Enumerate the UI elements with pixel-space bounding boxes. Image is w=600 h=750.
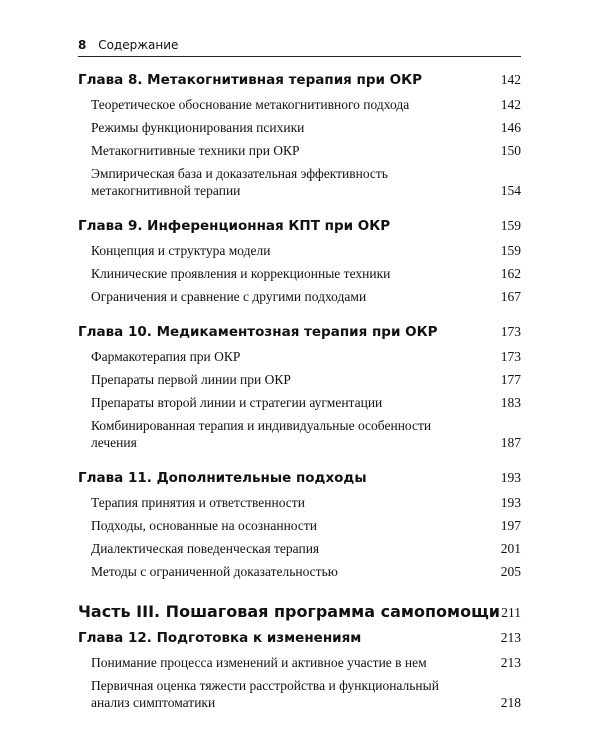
toc-section: [78, 654, 521, 671]
toc-chapter-title: Глава 9. Инференционная КПТ при ОКР: [78, 218, 391, 234]
toc-page-number: 205: [500, 564, 521, 579]
toc-section-title: Понимание процесса изменений и активное участие в нем: [91, 655, 427, 670]
toc-section: [78, 348, 521, 365]
toc-chapter-title: Глава 8. Метакогнитивная терапия при ОКР: [78, 72, 423, 88]
toc-chapter-title: Глава 11. Дополнительные подходы: [78, 470, 367, 486]
toc-section-title: Диалектическая поведенческая терапия: [91, 541, 320, 556]
toc-section: [78, 677, 521, 711]
running-title: Содержание: [98, 38, 179, 52]
toc-page-number: 193: [500, 495, 521, 510]
toc-part-title: Часть III. Пошаговая программа самопомощи: [78, 602, 500, 621]
toc-section-title: Препараты первой линии при ОКР: [91, 372, 291, 387]
toc-page-number: 211: [501, 605, 521, 620]
toc-section: [78, 165, 521, 199]
toc-page-number: 154: [500, 183, 521, 198]
toc-section-title: Подходы, основанные на осознанности: [91, 518, 318, 533]
toc-page-number: 142: [500, 97, 521, 112]
toc-chapter: [78, 630, 521, 646]
toc-section: [78, 119, 521, 136]
toc-section-title: Методы с ограниченной доказательностью: [91, 564, 338, 579]
toc-page-number: 146: [500, 120, 521, 135]
toc-page-number: 159: [500, 243, 521, 258]
toc-section-title: Комбинированная терапия и индивидуальные особенности лечения: [91, 418, 432, 450]
toc-section: [78, 494, 521, 511]
toc-section: [78, 563, 521, 580]
toc-chapter: [78, 72, 521, 88]
toc-section-title: Фармакотерапия при ОКР: [91, 349, 241, 364]
toc-section-title: Метакогнитивные техники при ОКР: [91, 143, 300, 158]
toc-section-title: Эмпирическая база и доказательная эффективность метакогнитивной терапии: [91, 166, 388, 198]
toc-page-number: 150: [500, 143, 521, 158]
toc-page-number: 162: [500, 266, 521, 281]
toc-section-title: Терапия принятия и ответственности: [91, 495, 305, 510]
toc-part: [78, 602, 521, 621]
toc-section-title: Ограничения и сравнение с другими подходами: [91, 289, 367, 304]
toc-section: [78, 96, 521, 113]
toc-page-number: 183: [500, 395, 521, 410]
page-number: 8: [78, 38, 87, 52]
toc-section-title: Препараты второй линии и стратегии аугментации: [91, 395, 383, 410]
toc-chapter: [78, 218, 521, 234]
toc-chapter: [78, 324, 521, 340]
toc-section: [78, 394, 521, 411]
toc-page-number: 167: [500, 289, 521, 304]
toc-section-title: Клинические проявления и коррекционные техники: [91, 266, 391, 281]
toc-page-number: 193: [500, 470, 521, 485]
toc-section: [78, 288, 521, 305]
toc-page-number: 197: [500, 518, 521, 533]
toc-section-title: Теоретическое обоснование метакогнитивного подхода: [91, 97, 410, 112]
toc-section-title: Первичная оценка тяжести расстройства и функциональный анализ симптоматики: [91, 678, 439, 710]
header-rule: [78, 56, 521, 57]
toc-section: [78, 517, 521, 534]
toc-page-number: 142: [500, 72, 521, 87]
toc-section: [78, 540, 521, 557]
toc-page-number: 187: [500, 435, 521, 450]
toc-section: [78, 142, 521, 159]
toc-section: [78, 417, 521, 451]
table-of-contents: [78, 72, 521, 711]
toc-section: [78, 242, 521, 259]
toc-page-number: 159: [500, 218, 521, 233]
toc-section-title: Концепция и структура модели: [91, 243, 271, 258]
toc-section-title: Режимы функционирования психики: [91, 120, 305, 135]
toc-page-number: 177: [500, 372, 521, 387]
toc-page-number: 218: [500, 695, 521, 710]
toc-page-number: 173: [500, 324, 521, 339]
running-header: [78, 38, 521, 52]
toc-page-number: 213: [500, 655, 521, 670]
toc-page-number: 213: [500, 630, 521, 645]
toc-chapter-title: Глава 12. Подготовка к изменениям: [78, 630, 362, 646]
toc-page-number: 201: [500, 541, 521, 556]
toc-section: [78, 265, 521, 282]
toc-chapter: [78, 470, 521, 486]
toc-chapter-title: Глава 10. Медикаментозная терапия при ОКР: [78, 324, 438, 340]
toc-section: [78, 371, 521, 388]
toc-page-number: 173: [500, 349, 521, 364]
